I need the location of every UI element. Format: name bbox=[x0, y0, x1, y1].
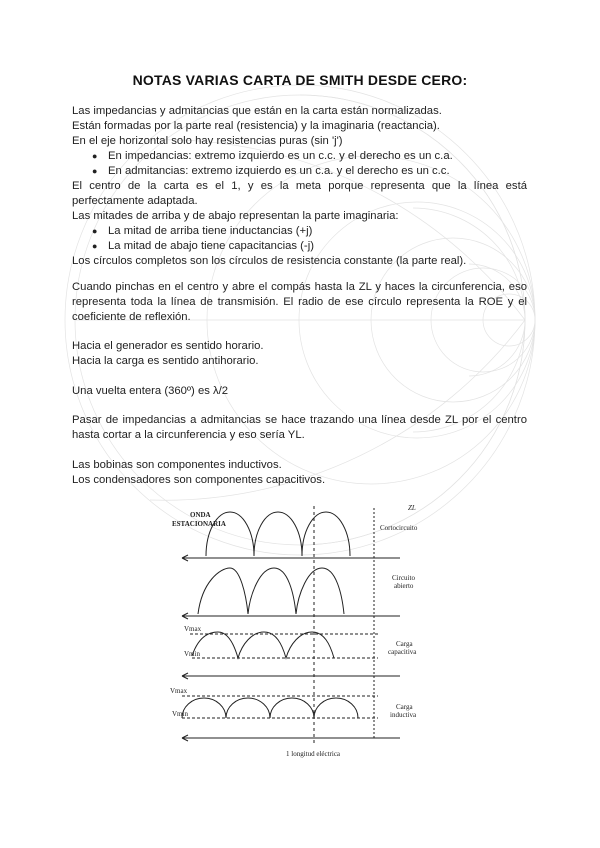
paragraph-components bbox=[72, 458, 527, 488]
bullet-text: En impedancias: extremo izquierdo es un c.c. y el derecho es un c.a. bbox=[108, 150, 453, 162]
text-line: Hacia la carga es sentido antihorario. bbox=[72, 355, 259, 367]
text-line: El centro de la carta es el 1, y es la meta porque representa que la línea está perfectamente adaptada. bbox=[72, 180, 527, 207]
bullet-item bbox=[72, 239, 527, 254]
paragraph-admittance: Pasar de impedancias a admitancias se hace trazando una línea desde ZL por el centro hasta cortar a la circunferencia y eso sería YL. bbox=[72, 414, 527, 441]
bullet-text: La mitad de arriba tiene inductancias (+j) bbox=[108, 225, 313, 237]
header-label: ESTACIONARIA bbox=[172, 520, 226, 528]
footer-label: 1 longitud eléctrica bbox=[286, 750, 341, 758]
bullet-item bbox=[72, 149, 527, 164]
wave-open-circuit bbox=[198, 568, 344, 614]
text-line: Las impedancias y admitancias que están en la carta están normalizadas. bbox=[72, 105, 442, 117]
text-line: Las bobinas son componentes inductivos. bbox=[72, 459, 282, 471]
panel-label: abierto bbox=[394, 582, 414, 590]
panel-label: Carga bbox=[396, 703, 413, 711]
paragraph-directions bbox=[72, 339, 527, 369]
wave-capacitive bbox=[192, 632, 334, 658]
vmax-label: Vmax bbox=[170, 687, 188, 695]
text-line: Hacia el generador es sentido horario. bbox=[72, 340, 264, 352]
bullet-text: La mitad de abajo tiene capacitancias (-j) bbox=[108, 240, 314, 252]
panel-label: Carga bbox=[396, 640, 413, 648]
vmin-label: Vmin bbox=[172, 710, 188, 718]
text-line: Los condensadores son componentes capacitivos. bbox=[72, 474, 326, 486]
bullet-icon: ● bbox=[92, 151, 98, 161]
bullet-icon: ● bbox=[92, 226, 98, 236]
vmin-label: Vmin bbox=[184, 650, 200, 658]
bullet-text: En admitancias: extremo izquierdo es un c.a. y el derecho es un c.c. bbox=[108, 165, 450, 177]
panel-label: Cortocircuito bbox=[380, 524, 418, 532]
wave-inductive bbox=[182, 698, 358, 718]
paragraph-compass: Cuando pinchas en el centro y abre el compás hasta la ZL y haces la circunferencia, eso representa toda la línea de transmisión. El radio de ese círculo representa la ROE y el coeficiente de reflexión. bbox=[72, 281, 527, 323]
wave-short-circuit bbox=[206, 512, 350, 556]
panel-label: Circuito bbox=[392, 574, 415, 582]
panel-label: capacitiva bbox=[388, 648, 417, 656]
text-line: Las mitades de arriba y de abajo representan la parte imaginaria: bbox=[72, 210, 399, 222]
standing-wave-diagram bbox=[168, 498, 438, 760]
bullet-item bbox=[72, 164, 527, 179]
text-line: Los círculos completos son los círculos de resistencia constante (la parte real). bbox=[72, 255, 467, 267]
bullet-icon: ● bbox=[92, 166, 98, 176]
panel-label: inductiva bbox=[390, 711, 417, 719]
vmax-label: Vmax bbox=[184, 625, 202, 633]
bullet-item bbox=[72, 224, 527, 239]
section-basics bbox=[72, 104, 527, 269]
text-line: Están formadas por la parte real (resistencia) y la imaginaria (reactancia). bbox=[72, 120, 440, 132]
paragraph-full-turn: Una vuelta entera (360º) es λ/2 bbox=[72, 385, 229, 397]
header-label: ONDA bbox=[190, 511, 211, 519]
text-line: En el eje horizontal solo hay resistencias puras (sin 'j') bbox=[72, 135, 343, 147]
zl-label: ZL bbox=[408, 504, 416, 512]
bullet-icon: ● bbox=[92, 241, 98, 251]
page-title: NOTAS VARIAS CARTA DE SMITH DESDE CERO: bbox=[132, 72, 468, 88]
